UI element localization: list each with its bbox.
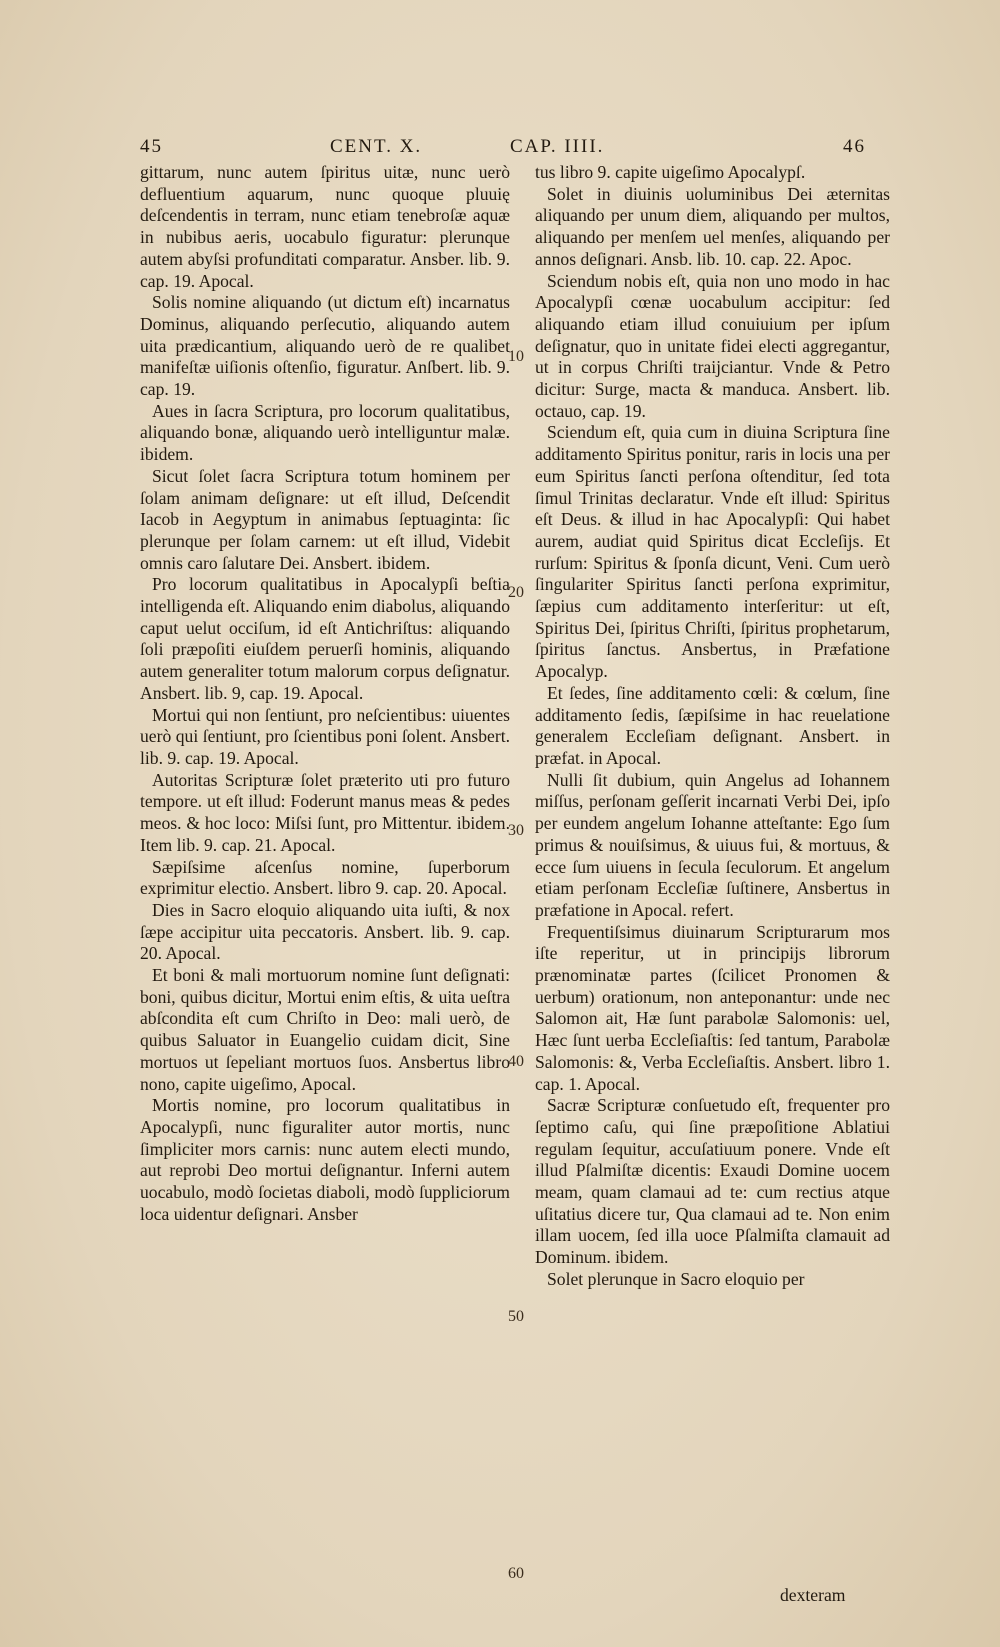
paragraph: Mortis nomine, pro locorum qualitatibus in Apocalypſi, nunc figuraliter autor mortis, nunc ſimpliciter mors carnis: nunc autem electi mundo, aut reprobi Deo mortui deſignantur. Inferni autem uocabulo, modò ſocietas diaboli, modò ſuppliciorum loca uidentur deſignari. Ansber <box>140 1095 510 1224</box>
paragraph: Sæpiſsime aſcenſus nomine, ſuperborum exprimitur electio. Ansbert. libro 9. cap. 20. Apocal. <box>140 856 510 899</box>
left-column <box>140 162 510 1225</box>
paragraph: Nulli ſit dubium, quin Angelus ad Iohannem miſſus, perſonam geſſerit incarnati Verbi Dei, ipſo per eundem angelum Iohanne atteſtante: Ego ſum primus & nouiſsimus, & uiuus fui, & mortuus, & ecce ſum uiuens in ſecula ſeculorum. Et angelum etiam perſonam Eccleſiæ ſuſtinere, Ansbertus in præfatione in Apocal. refert. <box>535 769 890 920</box>
paragraph: Solet in diuinis uoluminibus Dei æternitas aliquando per unum diem, aliquando per multos, aliquando per menſem uel menſes, aliquando per annos deſignari. Ansb. lib. 10. cap. 22. Apoc. <box>535 183 890 269</box>
line-number: 40 <box>508 1053 524 1070</box>
catchword: dexteram <box>780 1585 846 1605</box>
right-column <box>535 162 890 1291</box>
line-number: 50 <box>508 1308 524 1325</box>
paragraph: Et boni & mali mortuorum nomine ſunt deſignati: boni, quibus dicitur, Mortui enim eſtis, & uita ueſtra abſcondita eſt cum Chriſto in Deo: mali uerò, de quibus Saluator in Euangelio cuidam dicit, Sine mortuos ut ſepeliant mortuos ſuos. Ansbertus libro nono, capite uigeſimo, Apocal. <box>140 965 510 1094</box>
paragraph: Solet plerunque in Sacro eloquio per <box>547 1268 805 1289</box>
paragraph: Sacræ Scripturæ conſuetudo eſt, frequenter pro ſeptimo caſu, qui ſine præpoſitione Ablatiui regulam ſequitur, accuſatiuum ponere. Vnde eſt illud Pſalmiſtæ dicentis: Exaudi Domine uocem meam, quam clamaui ad te: cum rectius atque uſitatius dicere tur, Qua clamaui ad te. Non enim illam uocem, ſed illa uoce Pſalmiſta clamauit ad Dominum. ibidem. <box>535 1095 890 1268</box>
line-number: 10 <box>508 348 524 365</box>
paragraph: Sicut ſolet ſacra Scriptura totum hominem per ſolam animam deſignare: ut eſt illud, Deſcendit Iacob in Aegyptum in animabus ſeptuaginta: ſic plerunque per ſolam carnem: ut eſt illud, Videbit omnis caro ſalutare Dei. Ansbert. ibidem. <box>140 465 510 573</box>
paragraph: tus libro 9. capite uigeſimo Apocalypſ. <box>535 162 806 182</box>
paragraph: Frequentiſsimus diuinarum Scripturarum mos iſte reperitur, ut in principijs librorum prænominatæ partes (ſcilicet Pronomen & uerbum) orationum, non anteponantur: unde nec Salomon ait, Hæ ſunt parabolæ Salomonis: uel, Hæc ſunt uerba Eccleſiaſtis: ſed tantum, Parabolæ Salomonis: &, Verba Eccleſiaſtis. Ansbert. libro 1. cap. 1. Apocal. <box>535 921 890 1094</box>
paragraph: Dies in Sacro eloquio aliquando uita iuſti, & nox ſæpe accipitur uita peccatoris. Ansbert. lib. 9. cap. 20. Apocal. <box>140 899 510 964</box>
line-number: 60 <box>508 1565 524 1582</box>
page-number-right: 46 <box>843 136 866 157</box>
line-number: 30 <box>508 822 524 839</box>
running-header <box>140 136 866 162</box>
line-number: 20 <box>508 584 524 601</box>
header-title-right: CAP. IIII. <box>510 136 605 157</box>
paragraph: Et ſedes, ſine additamento cœli: & cœlum, ſine additamento ſedis, ſæpiſsime in hac reuelatione generalem Eccleſiam deſignant. Ansbert. in præfat. in Apocal. <box>535 682 890 768</box>
header-title-left: CENT. X. <box>330 136 423 157</box>
paragraph: Mortui qui non ſentiunt, pro neſcientibus: uiuentes uerò qui ſentiunt, pro ſcientibus poni ſolent. Ansbert. lib. 9. cap. 19. Apocal. <box>140 704 510 768</box>
paragraph: Autoritas Scripturæ ſolet præterito uti pro futuro tempore. ut eſt illud: Foderunt manus meas & pedes meos. & hoc loco: Miſsi ſunt, pro Mittentur. ibidem. Item lib. 9. cap. 21. Apocal. <box>140 769 510 855</box>
paragraph: Sciendum nobis eſt, quia non uno modo in hac Apocalypſi cœnæ uocabulum accipitur: ſed aliquando etiam illud conuiuium per ipſum deſignatur, quo in unitate fidei electi aggregantur, ut in corpus Chriſti traijciantur. Vnde & Petro dicitur: Surge, macta & manduca. Ansbert. lib. octauo, cap. 19. <box>535 270 890 421</box>
paragraph: Solis nomine aliquando (ut dictum eſt) incarnatus Dominus, aliquando perſecutio, aliquando autem uita prædicantium, aliquando uerò de re qualibet manifeſtæ uiſionis oſtenſio, figuratur. Anſbert. lib. 9. cap. 19. <box>140 292 510 400</box>
paragraph: Sciendum eſt, quia cum in diuina Scriptura ſine additamento Spiritus ponitur, raris in locis una per eum Spiritus ſancti perſona oſtenditur, ſed tota ſimul Trinitas declaratur. Vnde eſt illud: Spiritus eſt Deus. & illud in hac Apocalypſi: Qui habet aurem, audiat quid Spiritus dicat Eccleſijs. Et rurſum: Spiritus & ſponſa dicunt, Veni. Cum uerò ſingulariter Spiritus ſancti perſona exprimitur, ſæpius cum additamento interſeritur: ut eſt, Spiritus Dei, ſpiritus Chriſti, ſpiritus prophetarum, ſpiritus ſanctus. Ansbertus, in Præfatione Apocalyp. <box>535 422 890 682</box>
paragraph: Pro locorum qualitatibus in Apocalypſi beſtia intelligenda eſt. Aliquando enim diabolus, aliquando caput uelut occiſum, id eſt Antichriſtus: aliquando ſoli præpoſiti eiuſdem peruerſi hominis, aliquando autem generaliter totum malorum corpus deſignatur. Ansbert. lib. 9, cap. 19. Apocal. <box>140 574 510 703</box>
page-number-left: 45 <box>140 136 163 157</box>
paragraph: Aues in ſacra Scriptura, pro locorum qualitatibus, aliquando bonæ, aliquando uerò intelliguntur malæ. ibidem. <box>140 400 510 465</box>
paragraph: gittarum, nunc autem ſpiritus uitæ, nunc uerò defluentium aquarum, nunc quoque pluuię deſcendentis in terram, nunc etiam tenebroſæ aquæ in nubibus aeris, uocabulo figuratur: plerunque autem abyſsi profunditati comparatur. Ansber. lib. 9. cap. 19. Apocal. <box>140 162 510 291</box>
